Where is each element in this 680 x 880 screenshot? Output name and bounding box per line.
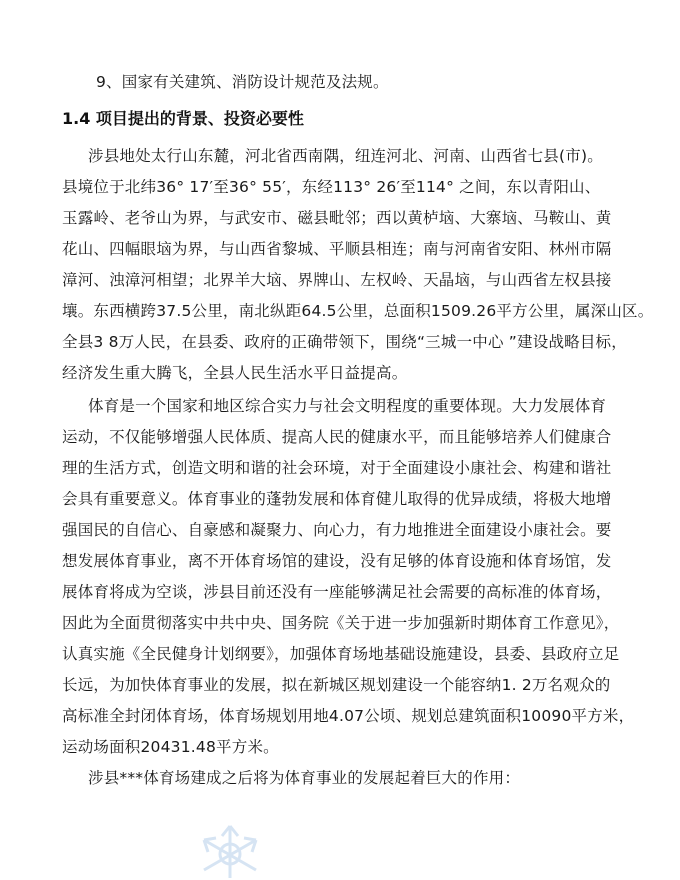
watermark-emblem-icon bbox=[190, 822, 270, 880]
paragraph-line: 经济发生重大腾飞，全县人民生活水平日益提高。 bbox=[62, 364, 408, 382]
paragraph-line: 玉露岭、老爷山为界，与武安市、磁县毗邻；西以黄栌垴、大寨垴、马鞍山、黄 bbox=[62, 209, 612, 227]
paragraph-line: 县境位于北纬36° 17′至36° 55′，东经113° 26′至114° 之间，东以青阳山、 bbox=[62, 178, 601, 196]
paragraph-line: 会具有重要意义。体育事业的蓬勃发展和体育健儿取得的优异成绩，将极大地增 bbox=[62, 490, 612, 508]
paragraph-line: 理的生活方式，创造文明和谐的社会环境，对于全面建设小康社会、构建和谐社 bbox=[62, 459, 612, 477]
paragraph-line: 想发展体育事业，离不开体育场馆的建设，没有足够的体育设施和体育场馆，发 bbox=[62, 552, 612, 570]
paragraph-line: 漳河、浊漳河相望；北界羊大垴、界牌山、左权岭、天晶垴，与山西省左权县接 bbox=[62, 271, 612, 289]
paragraph-line: 涉县地处太行山东麓，河北省西南隅，纽连河北、河南、山西省七县(市)。 bbox=[88, 147, 603, 165]
paragraph-line: 长远，为加快体育事业的发展，拟在新城区规划建设一个能容纳1. 2万名观众的 bbox=[62, 676, 611, 694]
paragraph-line: 强国民的自信心、自豪感和凝聚力、向心力，有力地推进全面建设小康社会。要 bbox=[62, 521, 612, 539]
paragraph-line: 高标准全封闭体育场，体育场规划用地4.07公顷、规划总建筑面积10090平方米， bbox=[62, 707, 635, 725]
list-item-regulations: 9、国家有关建筑、消防设计规范及法规。 bbox=[96, 73, 389, 91]
paragraph-line: 壤。东西横跨37.5公里，南北纵距64.5公里，总面积1509.26平方公里，属深山区。 bbox=[62, 302, 654, 320]
paragraph-line: 因此为全面贯彻落实中共中央、国务院《关于进一步加强新时期体育工作意见》， bbox=[62, 614, 620, 632]
paragraph-line: 全县3 8万人民，在县委、政府的正确带领下，围绕“三城一中心 ”建设战略目标， bbox=[62, 333, 627, 351]
paragraph-line: 展体育将成为空谈，涉县目前还没有一座能够满足社会需要的高标准的体育场， bbox=[62, 583, 612, 601]
paragraph-line: 花山、四幅眼垴为界，与山西省黎城、平顺县相连；南与河南省安阳、林州市隔 bbox=[62, 240, 612, 258]
paragraph-line: 认真实施《全民健身计划纲要》，加强体育场地基础设施建设，县委、县政府立足 bbox=[62, 645, 620, 663]
paragraph-line: 运动场面积20431.48平方米。 bbox=[62, 738, 279, 756]
paragraph-line: 体育是一个国家和地区综合实力与社会文明程度的重要体现。大力发展体育 bbox=[88, 397, 607, 415]
paragraph-line: 运动，不仅能够增强人民体质、提高人民的健康水平，而且能够培养人们健康合 bbox=[62, 428, 612, 446]
section-heading: 1.4 项目提出的背景、投资必要性 bbox=[62, 109, 304, 128]
closing-line: 涉县***体育场建成之后将为体育事业的发展起着巨大的作用： bbox=[88, 769, 521, 787]
